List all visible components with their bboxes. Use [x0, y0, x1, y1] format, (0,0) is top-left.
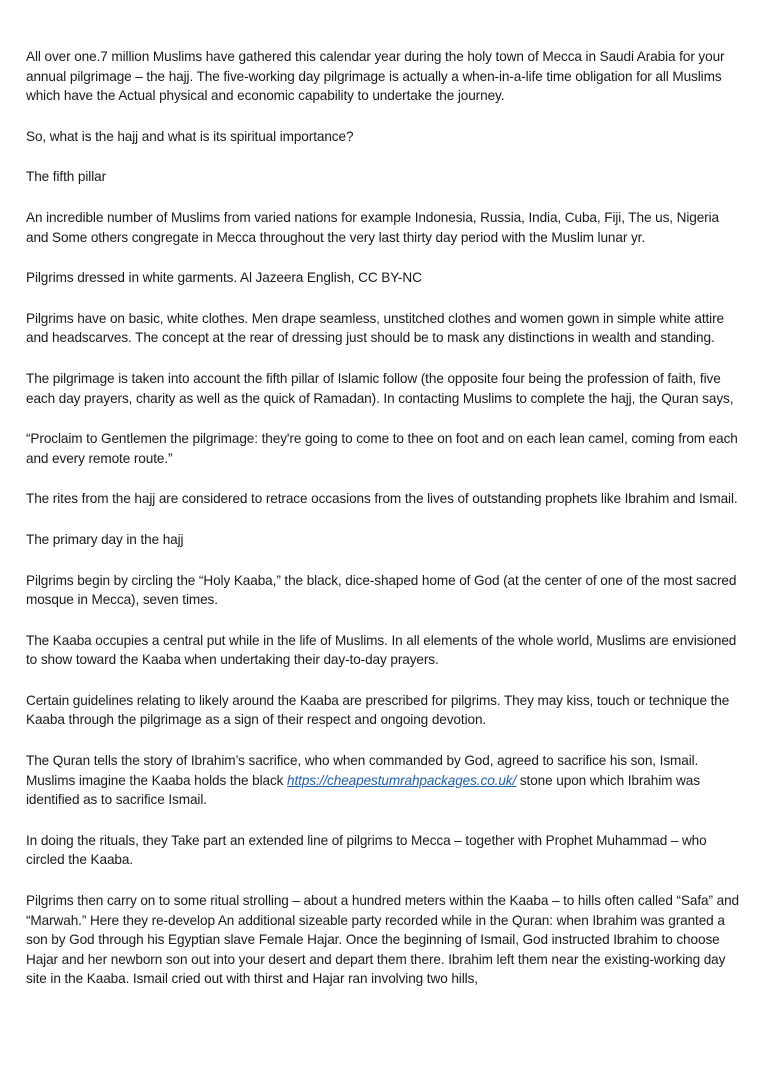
- sacrifice-text-after: stone upon which Ibrahim was identified as to sacrifice Ismail.: [26, 772, 700, 808]
- paragraph-safa-marwah: Pilgrims then carry on to some ritual strolling – about a hundred meters within the Kaaba – to hills often called “Safa” and “Marwah.” Here they re-develop An additional sizeable party recorded while in the Quran: when Ibrahim was granted a son by God through his Egyptian slave Female Hajar. Once the beginning of Ismail, God instructed Ibrahim to choose Hajar and her newborn son out into your desert and depart them there. Ibrahim left them near the existing-working day site in the Kaaba. Ismail cried out with thirst and Hajar ran involving two hills,: [26, 893, 739, 987]
- image-caption: Pilgrims dressed in white garments. Al Jazeera English, CC BY-NC: [26, 270, 422, 286]
- paragraph-pillar: The pilgrimage is taken into account the fifth pillar of Islamic follow (the opposite four being the profession of faith, five each day prayers, charity as well as the quick of Ramadan). In contacting Muslims to complete the hajj, the Quran says,: [26, 370, 734, 406]
- paragraph-clothes: Pilgrims have on basic, white clothes. Men drape seamless, unstitched clothes and women gown in simple white attire and headscarves. The concept at the rear of dressing just should be to mask any distinctions in wealth and standing.: [26, 310, 724, 346]
- paragraph-circling: Pilgrims begin by circling the “Holy Kaaba,” the black, dice-shaped home of God (at the center of one of the most sacred mosque in Mecca), seven times.: [26, 572, 737, 608]
- paragraph-question: So, what is the hajj and what is its spiritual importance?: [26, 128, 354, 144]
- paragraph-guidelines: Certain guidelines relating to likely around the Kaaba are prescribed for pilgrims. They may kiss, touch or technique the Kaaba through the pilgrimage as a sign of their respect and ongoing devotion.: [26, 692, 730, 728]
- paragraph-sacrifice: [26, 751, 740, 810]
- umrah-packages-link[interactable]: https://cheapestumrahpackages.co.uk/: [287, 772, 517, 788]
- section-heading-fifth-pillar: The fifth pillar: [26, 169, 106, 185]
- paragraph-nations: An incredible number of Muslims from varied nations for example Indonesia, Russia, India, Cuba, Fiji, The us, Nigeria and Some others congregate in Mecca throughout the very last thirty day period with the Muslim lunar yr.: [26, 209, 719, 245]
- paragraph-rituals: In doing the rituals, they Take part an extended line of pilgrims to Mecca – together with Prophet Muhammad – who circled the Kaaba.: [26, 832, 707, 868]
- paragraph-rites: The rites from the hajj are considered to retrace occasions from the lives of outstanding prophets like Ibrahim and Ismail.: [26, 491, 738, 507]
- quran-quote: “Proclaim to Gentlemen the pilgrimage: they're going to come to thee on foot and on each lean camel, coming from each and every remote route.”: [26, 431, 738, 466]
- paragraph-kaaba-central: The Kaaba occupies a central put while in the life of Muslims. In all elements of the whole world, Muslims are envisioned to show toward the Kaaba when undertaking their day-to-day prayers.: [26, 632, 737, 668]
- sacrifice-text-before: The Quran tells the story of Ibrahim’s sacrifice, who when commanded by God, agreed to sacrifice his son, Ismail. Muslims imagine the Kaaba holds the black: [26, 753, 699, 788]
- paragraph-intro: All over one.7 million Muslims have gathered this calendar year during the holy town of Mecca in Saudi Arabia for your annual pilgrimage – the hajj. The five-working day pilgrimage is actually a when-in-a-life time obligation for all Muslims which have the Actual physical and economic capability to undertake the journey.: [26, 49, 725, 104]
- section-heading-primary-day: The primary day in the hajj: [26, 531, 184, 547]
